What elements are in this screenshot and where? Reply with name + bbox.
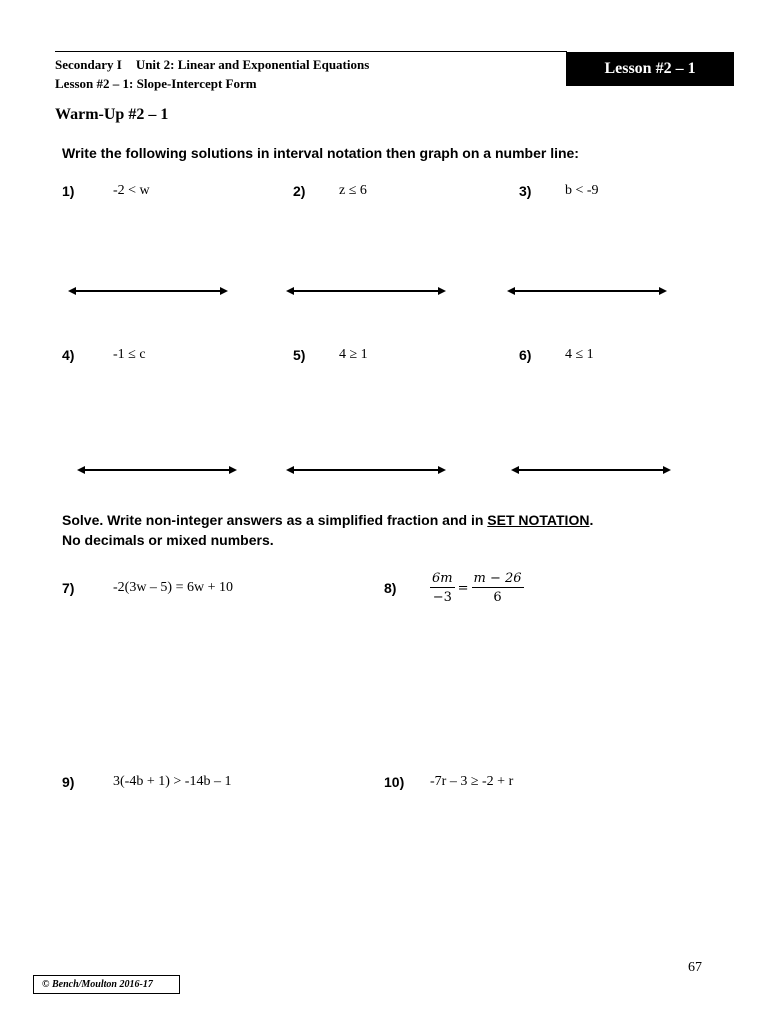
problem-1-expression: -2 < w: [113, 183, 150, 198]
lesson-subtitle: Lesson #2 – 1: Slope-Intercept Form: [55, 76, 257, 91]
problem-2-expression: z ≤ 6: [339, 183, 367, 198]
lesson-badge: Lesson #2 – 1: [566, 52, 734, 86]
warmup-instructions: Write the following solutions in interval notation then graph on a number line:: [62, 145, 579, 161]
problem-7-number: 7): [62, 580, 75, 596]
number-line-5[interactable]: [286, 464, 446, 476]
header-course-unit: [55, 57, 369, 73]
page-number: 67: [688, 960, 702, 975]
solve-instructions: [62, 510, 593, 550]
solve-line1-period: .: [589, 512, 594, 528]
header-rule: [55, 51, 567, 52]
problem-5-number: 5): [293, 347, 306, 363]
problem-4-number: 4): [62, 347, 75, 363]
problem-2-number: 2): [293, 183, 306, 199]
rhs-denominator: 6: [493, 590, 502, 605]
equals-sign: =: [457, 580, 469, 596]
number-line-1[interactable]: [68, 285, 228, 297]
lhs-numerator: 6m: [432, 571, 453, 586]
rhs-numerator: m − 26: [473, 571, 522, 586]
problem-6-number: 6): [519, 347, 532, 363]
copyright-box: [33, 975, 180, 994]
course-name: Secondary I: [55, 57, 122, 72]
problem-10-expression: -7r – 3 ≥ -2 + r: [430, 774, 514, 789]
lhs-fraction: [430, 571, 455, 605]
problem-3-expression: b < -9: [565, 183, 599, 198]
problem-1-number: 1): [62, 183, 75, 199]
problem-8-equation: [430, 571, 524, 605]
number-line-4[interactable]: [77, 464, 237, 476]
problem-10-number: 10): [384, 774, 405, 790]
warmup-title: Warm-Up #2 – 1: [55, 106, 169, 123]
problem-3-number: 3): [519, 183, 532, 199]
rhs-fraction: [472, 571, 524, 605]
solve-line1-text: Solve. Write non-integer answers as a simplified fraction and in: [62, 512, 488, 528]
number-line-2[interactable]: [286, 285, 446, 297]
problem-8-number: 8): [384, 580, 397, 596]
set-notation-emphasis: SET NOTATION: [487, 512, 590, 528]
number-line-3[interactable]: [507, 285, 667, 297]
number-line-6[interactable]: [511, 464, 671, 476]
problem-5-expression: 4 ≥ 1: [339, 347, 368, 362]
problem-4-expression: -1 ≤ c: [113, 347, 146, 362]
problem-6-expression: 4 ≤ 1: [565, 347, 594, 362]
solve-instructions-line1: [62, 510, 593, 530]
problem-9-number: 9): [62, 774, 75, 790]
lhs-denominator: −3: [432, 590, 452, 605]
copyright-text: © Bench/Moulton 2016-17: [42, 979, 153, 990]
solve-instructions-line2: No decimals or mixed numbers.: [62, 532, 274, 548]
problem-9-expression: 3(-4b + 1) > -14b – 1: [113, 774, 232, 789]
unit-title: Unit 2: Linear and Exponential Equations: [135, 57, 370, 72]
problem-7-expression: -2(3w – 5) = 6w + 10: [113, 580, 233, 595]
